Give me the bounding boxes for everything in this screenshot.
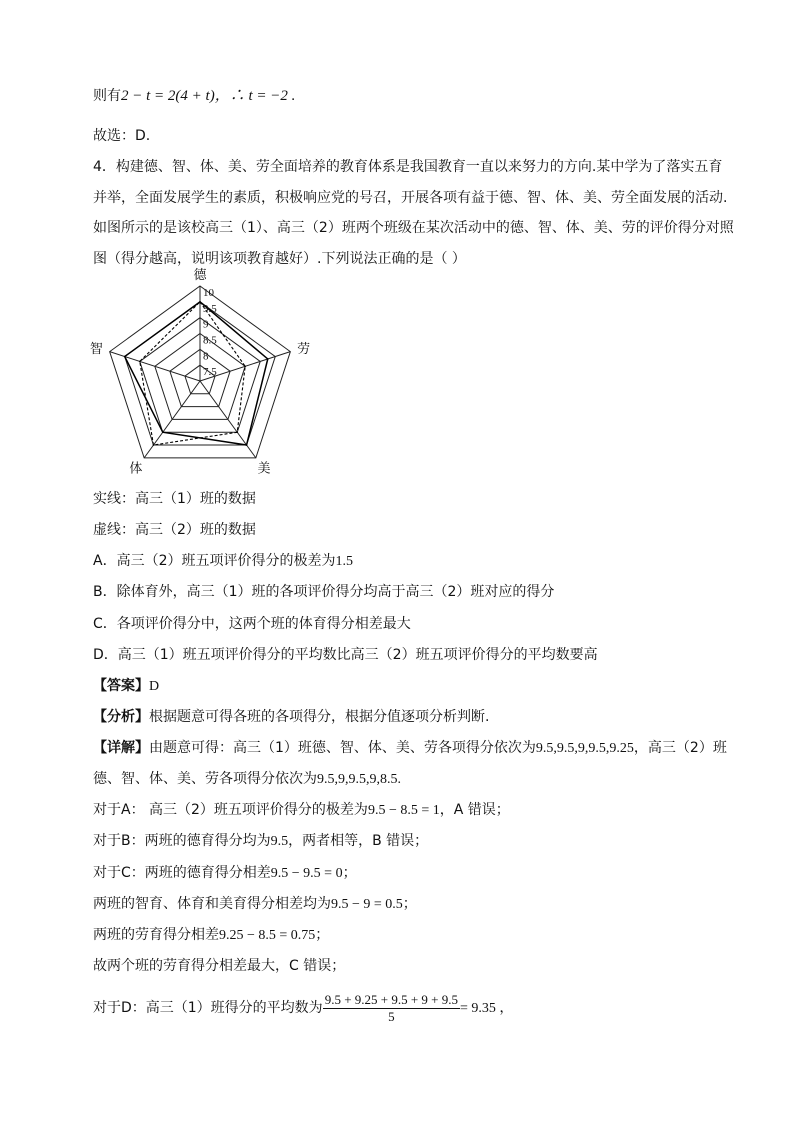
check-d-text: 对于D：高三（1）班得分的平均数为: [93, 1000, 323, 1016]
category-label: 劳: [297, 341, 311, 357]
category-label: 智: [89, 341, 103, 357]
check-c2-end: ；: [402, 896, 417, 912]
check-a-text: 对于A： 高三（2）班五项评价得分的极差为: [93, 802, 368, 818]
detail-values-a: 9.5,9.5,9,9.5,9.25: [535, 741, 634, 756]
check-c-eq: 9.5 − 9.5 = 0: [270, 866, 343, 881]
data-point: [244, 366, 246, 368]
check-c-3: [93, 925, 329, 946]
check-c2-text: 两班的智育、体育和美育得分相差均为: [93, 896, 331, 912]
detail-line-1: [93, 738, 727, 759]
answer-line-prev: [93, 86, 295, 106]
option-a: [93, 551, 353, 572]
check-c-2: [93, 894, 417, 915]
option-a-value: 1.5: [335, 554, 353, 569]
radar-chart: [89, 268, 313, 477]
ring-label: 10: [203, 287, 214, 299]
option-b: B．除体育外，高三（1）班的各项评价得分均高于高三（2）班对应的得分: [93, 584, 555, 600]
check-b-text: 对于B：两班的德育得分均为: [93, 833, 271, 849]
answer-line: [93, 676, 159, 697]
detail-text-a: 由题意可得：高三（1）班德、智、体、美、劳各项得分依次为: [149, 740, 536, 756]
category-label: 体: [129, 461, 143, 477]
category-label: 德: [193, 268, 207, 283]
prefix-text: 则有: [93, 88, 121, 104]
detail-line-2: [93, 769, 401, 790]
check-c2-eq: 9.5 − 9 = 0.5: [331, 897, 403, 912]
option-d: D．高三（1）班五项评价得分的平均数比高三（2）班五项评价得分的平均数要高: [93, 647, 598, 663]
question-line-1: [93, 157, 722, 177]
data-point: [236, 431, 238, 433]
question-text-1: 构建德、智、体、美、劳全面培养的教育体系是我国教育一直以来努力的方向.某中学为了落实五育: [115, 159, 723, 175]
detail-text-b: 德、智、体、美、劳各项得分依次为: [93, 771, 317, 787]
data-point: [162, 431, 164, 433]
analysis-tag: 【分析】: [93, 709, 149, 725]
check-c3-text: 两班的劳育得分相差: [93, 927, 219, 943]
data-point: [139, 361, 141, 363]
radar-series: [124, 301, 269, 446]
ring-label: 7.5: [203, 366, 217, 379]
legend-dashed: 虚线：高三（2）班的数据: [93, 522, 256, 538]
check-c-4: 故两个班的劳育得分相差最大，C 错误；: [93, 958, 346, 974]
axis-line: [110, 352, 200, 381]
question-line-2: 并举，全面发展学生的素质，积极响应党的号召，开展各项有益于德、智、体、美、劳全面发展的活动.: [93, 190, 728, 206]
data-point: [246, 444, 248, 446]
check-a-eq: 9.5 − 8.5 = 1: [367, 803, 440, 818]
data-point: [153, 444, 155, 446]
check-b: [93, 831, 428, 852]
detail-text-a-end: ，高三（2）班: [633, 740, 727, 756]
ring-label: 9.5: [203, 302, 217, 315]
check-a-end: ，A 错误；: [439, 802, 510, 818]
legend-solid: 实线：高三（1）班的数据: [93, 491, 256, 507]
equation: 2 − t = 2(4 + t)，∴ t = −2 .: [121, 88, 296, 104]
analysis-text: 根据题意可得各班的各项得分，根据分值逐项分析判断.: [149, 709, 490, 725]
mean-result: = 9.35 ，: [460, 1001, 514, 1016]
check-a: [93, 800, 510, 821]
answer-value: D: [149, 679, 160, 694]
question-line-3: 如图所示的是该校高三（1）、高三（2）班两个班级在某次活动中的德、智、体、美、劳的评价得分对照: [93, 220, 734, 236]
fraction-denominator: 5: [388, 1008, 395, 1024]
data-point: [199, 301, 201, 303]
category-label: 美: [257, 461, 271, 477]
check-c3-eq: 9.25 − 8.5 = 0.75: [219, 928, 316, 943]
data-point: [124, 356, 126, 358]
check-b-value: 9.5: [270, 834, 289, 849]
check-c: [93, 863, 357, 884]
check-c3-end: ；: [315, 927, 330, 943]
mean-fraction: [323, 992, 460, 1025]
ring-label: 9: [203, 318, 209, 331]
check-b-end: ，两者相等，B 错误；: [288, 833, 429, 849]
question-number: 4．: [93, 159, 116, 175]
answer-tag: 【答案】: [93, 678, 149, 694]
analysis-line: [93, 707, 489, 727]
check-c-end: ；: [342, 865, 357, 881]
data-point: [267, 358, 269, 360]
detail-tag: 【详解】: [93, 740, 149, 756]
check-d: [93, 990, 513, 1027]
check-c-text: 对于C：两班的德育得分相差: [93, 865, 271, 881]
option-c: C．各项评价得分中，这两个班的体育得分相差最大: [93, 616, 411, 632]
ring-label: 8: [203, 350, 209, 363]
ring-label: 8.5: [203, 334, 217, 347]
fraction-numerator: 9.5 + 9.25 + 9.5 + 9 + 9.5: [324, 991, 459, 1007]
prev-choice: 故选：D.: [93, 128, 151, 144]
question-line-4: 图（得分越高，说明该项教育越好）.下列说法正确的是（ ）: [93, 251, 466, 267]
detail-values-b: 9.5,9,9.5,9,8.5.: [317, 772, 401, 787]
option-a-text: A．高三（2）班五项评价得分的极差为: [93, 553, 336, 569]
